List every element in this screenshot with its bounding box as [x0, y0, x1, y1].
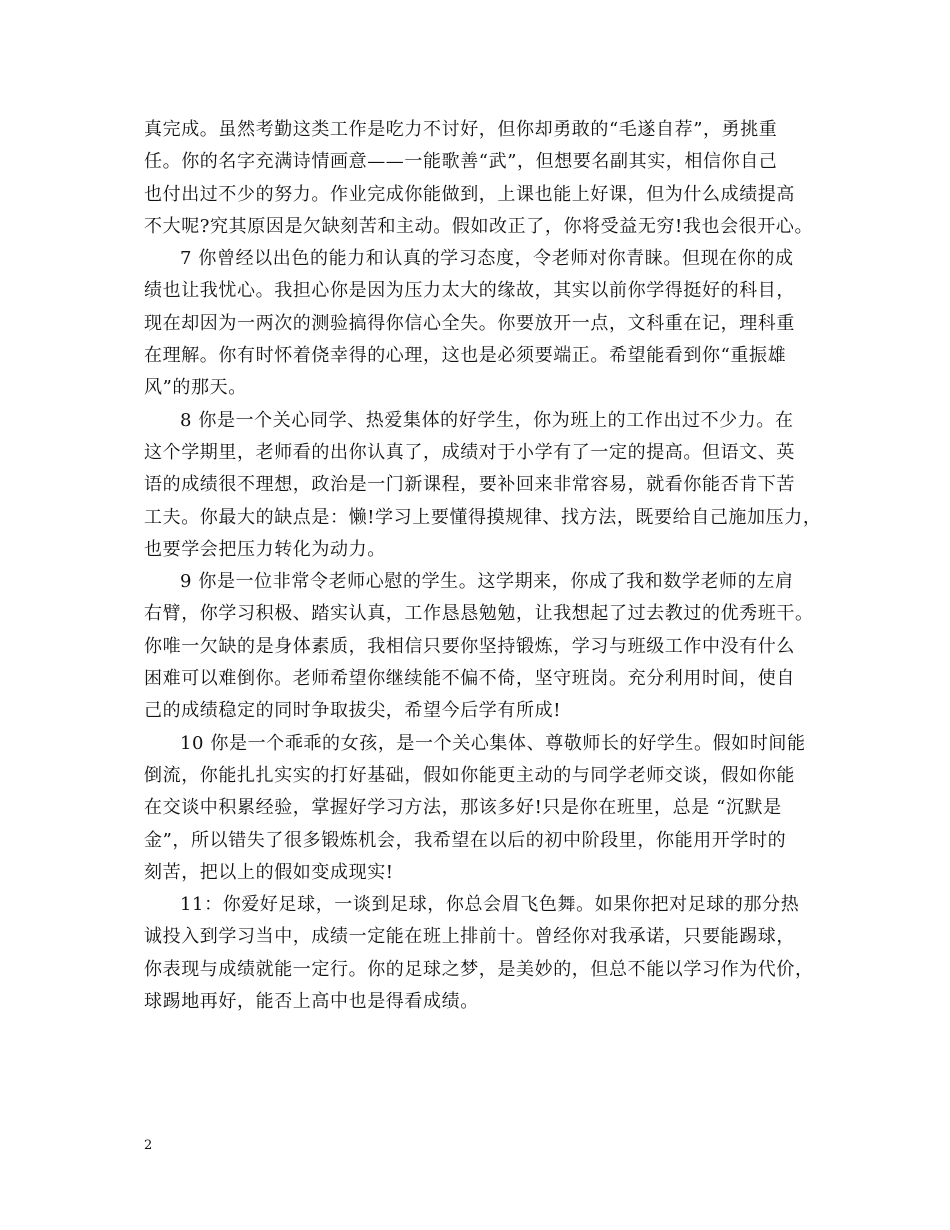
text-line: 倒流，你能扎扎实实的打好基础，假如你能更主动的与同学老师交谈，假如你能 [144, 764, 795, 786]
text-line: 真完成。虽然考勤这类工作是吃力不讨好，但你却勇敢的“毛遂自荐”，勇挑重 [144, 119, 778, 140]
text-line: 工夫。你最大的缺点是：懒!学习上要懂得摸规律、找方法，既要给自己施加压力， [144, 506, 822, 528]
text-line: 在交谈中积累经验，掌握好学习方法，那该多好!只是你在班里，总是 “沉默是 [144, 797, 782, 819]
text-line: 右臂，你学习积极、踏实认真，工作恳恳勉勉，让我想起了过去教过的优秀班干。 [144, 603, 814, 625]
text-line: 任。你的名字充满诗情画意——一能歌善“武”，但想要名副其实，相信你自己 [144, 151, 778, 173]
paragraph-start-line: 9 你是一位非常令老师心慰的学生。这学期来，你成了我和数学老师的左肩 [180, 571, 794, 593]
text-line: 不大呢?究其原因是欠缺刻苦和主动。假如改正了，你将受益无穷!我也会很开心。 [144, 215, 814, 237]
text-line: 你唯一欠缺的是身体素质，我相信只要你坚持锻炼，学习与班级工作中没有什么 [144, 635, 795, 657]
text-line: 风”的那天。 [144, 377, 247, 399]
text-line: 在理解。你有时怀着侥幸得的心理，这也是必须要端正。希望能看到你“重振雄 [144, 345, 787, 367]
text-line: 球踢地再好，能否上高中也是得看成绩。 [144, 991, 479, 1013]
page-number: 2 [144, 1138, 153, 1153]
text-line: 也要学会把压力转化为动力。 [144, 538, 386, 560]
body-text [144, 114, 820, 1018]
text-line: 金”，所以错失了很多锻炼机会，我希望在以后的初中阶段里，你能用开学时的 [144, 829, 787, 851]
paragraph-start-line: 10 你是一个乖乖的女孩，是一个关心集体、尊敬师长的好学生。假如时间能 [180, 732, 806, 754]
paragraph-start-line: 8 你是一个关心同学、热爱集体的好学生，你为班上的工作出过不少力。在 [180, 409, 794, 431]
text-line: 刻苦，把以上的假如变成现实! [144, 861, 394, 883]
text-line: 现在却因为一两次的测验搞得你信心全失。你要放开一点，文科重在记，理科重 [144, 312, 795, 334]
text-line: 你表现与成绩就能一定行。你的足球之梦，是美妙的，但总不能以学习作为代价， [144, 958, 814, 980]
text-line: 困难可以难倒你。老师希望你继续能不偏不倚，坚守班岗。充分利用时间，使自 [144, 668, 795, 690]
text-line: 诚投入到学习当中，成绩一定能在班上排前十。曾经你对我承诺，只要能踢球， [144, 926, 795, 948]
paragraph-start-line: 11：你爱好足球，一谈到足球，你总会眉飞色舞。如果你把对足球的那分热 [180, 894, 800, 916]
text-line: 语的成绩很不理想，政治是一门新课程，要补回来非常容易，就看你能否肯下苦 [144, 474, 795, 496]
paragraph-start-line: 7 你曾经以出色的能力和认真的学习态度，令老师对你青睐。但现在你的成 [180, 248, 794, 270]
text-line: 这个学期里，老师看的出你认真了，成绩对于小学有了一定的提高。但语文、英 [144, 441, 795, 463]
text-line: 绩也让我忧心。我担心你是因为压力太大的缘故，其实以前你学得挺好的科目， [144, 280, 795, 302]
text-line: 也付出过不少的努力。作业完成你能做到，上课也能上好课，但为什么成绩提高 [144, 183, 795, 205]
text-line: 己的成绩稳定的同时争取拔尖，希望今后学有所成! [144, 700, 562, 722]
